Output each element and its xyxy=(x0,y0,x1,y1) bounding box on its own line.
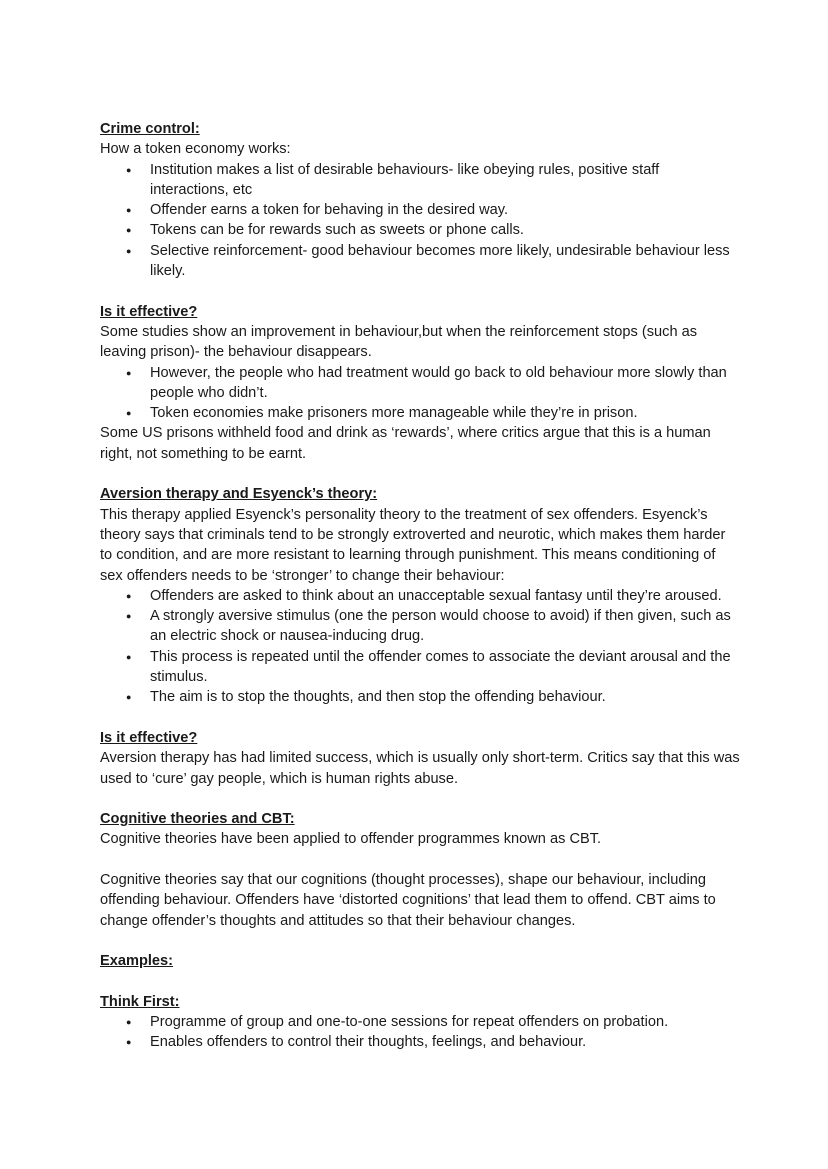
examples-section xyxy=(100,951,740,971)
section-heading: Think First: xyxy=(100,993,180,1010)
section-heading: Examples: xyxy=(100,953,174,970)
list-item: ● Enables offenders to control their thoughts, feelings, and behaviour. xyxy=(150,1032,740,1052)
bullet-list xyxy=(100,363,740,424)
section-heading: Is it effective? xyxy=(100,303,198,320)
list-item: ● Programme of group and one-to-one sessions for repeat offenders on probation. xyxy=(150,1012,740,1032)
list-item: ● A strongly aversive stimulus (one the person would choose to avoid) if then given, such as an electric shock or nausea-inducing drug. xyxy=(150,606,740,647)
paragraph: Some US prisons withheld food and drink as ‘rewards’, where critics argue that this is a human right, not something to be earnt. xyxy=(100,425,711,462)
section-heading: Cognitive theories and CBT: xyxy=(100,811,295,828)
effectiveness-section-1 xyxy=(100,302,740,464)
paragraph: Aversion therapy has had limited success, which is usually only short-term. Critics say that this was used to ‘cure’ gay people, which is human rights abuse. xyxy=(100,750,740,787)
spacer xyxy=(100,464,740,484)
aversion-therapy-section xyxy=(100,484,740,707)
spacer xyxy=(100,971,740,991)
spacer xyxy=(100,789,740,809)
list-item: ● Institution makes a list of desirable behaviours- like obeying rules, positive staff interactions, etc xyxy=(150,160,740,201)
list-item: ● Selective reinforcement- good behaviour becomes more likely, undesirable behaviour less likely. xyxy=(150,241,740,282)
bullet-list xyxy=(100,160,740,282)
bullet-list xyxy=(100,1012,740,1053)
crime-control-section xyxy=(100,119,740,281)
effectiveness-section-2 xyxy=(100,728,740,789)
paragraph: Cognitive theories have been applied to offender programmes known as CBT. xyxy=(100,831,602,848)
list-item: ● Token economies make prisoners more manageable while they’re in prison. xyxy=(150,403,740,423)
list-item: ● Tokens can be for rewards such as sweets or phone calls. xyxy=(150,220,740,240)
bullet-list xyxy=(100,586,740,708)
list-item: ● This process is repeated until the offender comes to associate the deviant arousal and the stimulus. xyxy=(150,647,740,688)
document-page xyxy=(100,119,740,1053)
section-heading: Is it effective? xyxy=(100,729,198,746)
paragraph: This therapy applied Esyenck’s personality theory to the treatment of sex offenders. Esyenck’s theory says that criminals tend to be strongly extroverted and neurotic, which makes them harder to condition, and are more resistant to learning through punishment. This means conditioning of sex offenders needs to be ‘stronger’ to change their behaviour: xyxy=(100,506,726,584)
cbt-section xyxy=(100,809,740,931)
list-item: ● The aim is to stop the thoughts, and then stop the offending behaviour. xyxy=(150,687,740,707)
spacer xyxy=(100,708,740,728)
spacer xyxy=(100,850,740,870)
list-item: ● Offender earns a token for behaving in the desired way. xyxy=(150,200,740,220)
list-item: ● Offenders are asked to think about an unacceptable sexual fantasy until they’re aroused. xyxy=(150,586,740,606)
think-first-section xyxy=(100,992,740,1053)
paragraph: Cognitive theories say that our cognitions (thought processes), shape our behaviour, including offending behaviour. Offenders have ‘distorted cognitions’ that lead them to offend. CBT aims to change offender’s thoughts and attitudes so that their behaviour changes. xyxy=(100,871,716,929)
spacer xyxy=(100,931,740,951)
section-heading: Crime control: xyxy=(100,121,200,137)
paragraph: How a token economy works: xyxy=(100,141,291,158)
list-item: ● However, the people who had treatment would go back to old behaviour more slowly than people who didn’t. xyxy=(150,363,740,404)
spacer xyxy=(100,281,740,301)
section-heading: Aversion therapy and Esyenck’s theory: xyxy=(100,486,378,503)
paragraph: Some studies show an improvement in behaviour,but when the reinforcement stops (such as leaving prison)- the behaviour disappears. xyxy=(100,323,698,361)
